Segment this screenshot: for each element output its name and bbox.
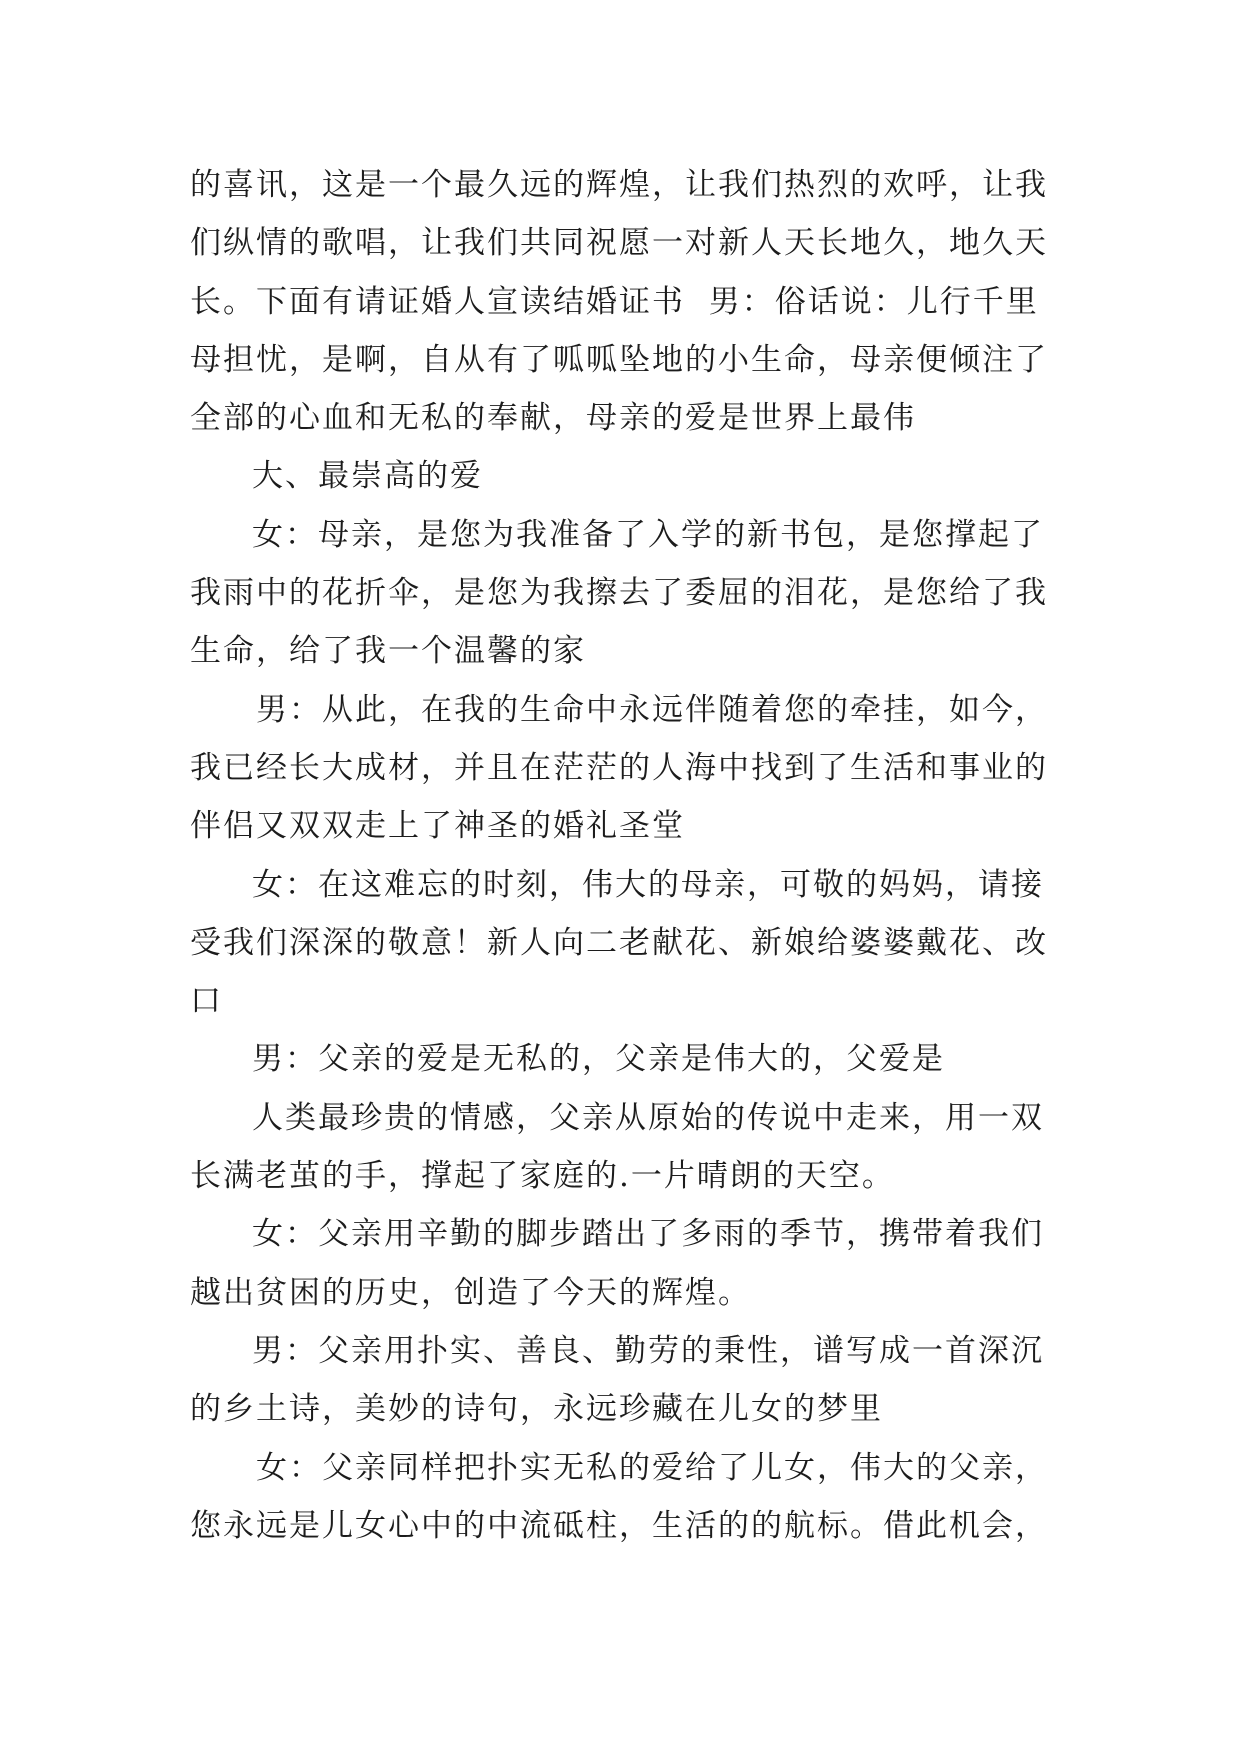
text-line: 女：父亲同样把扑实无私的爱给了儿女，伟大的父亲， [256,1449,1048,1486]
text-line: 长。下面有请证婚人宣读结婚证书 男：俗话说：儿行千里 [190,283,1039,320]
text-line: 男：父亲用扑实、善良、勤劳的秉性，谱写成一首深沉 [252,1332,1044,1369]
text-line: 的喜讯，这是一个最久远的辉煌，让我们热烈的欢呼，让我 [190,167,1048,203]
text-line: 母担忧，是啊，自从有了呱呱坠地的小生命，母亲便倾注了 [190,341,1048,378]
text-line: 女：父亲用辛勤的脚步踏出了多雨的季节，携带着我们 [252,1216,1044,1253]
body-text [190,156,1050,1555]
text-line: 女：在这难忘的时刻，伟大的母亲，可敬的妈妈，请接 [252,866,1044,903]
text-line: 大、最崇高的爱 [252,458,483,495]
text-line: 女：母亲，是您为我准备了入学的新书包，是您撑起了 [252,516,1044,553]
text-line: 我已经长大成材，并且在茫茫的人海中找到了生活和事业的 [190,749,1048,786]
text-line: 越出贫困的历史，创造了今天的辉煌。 [190,1274,751,1311]
text-line: 人类最珍贵的情感，父亲从原始的传说中走来，用一双 [252,1099,1044,1136]
text-line: 全部的心血和无私的奉献，母亲的爱是世界上最伟 [190,400,916,437]
text-line: 口 [190,983,223,1020]
text-line: 伴侣又双双走上了神圣的婚礼圣堂 [190,808,685,845]
text-line: 男：父亲的爱是无私的，父亲是伟大的，父爱是 [252,1041,945,1078]
text-line: 长满老茧的手，撑起了家庭的.一片晴朗的天空。 [190,1158,895,1195]
text-line: 男：从此，在我的生命中永远伴随着您的牵挂，如今， [256,691,1048,728]
text-line: 您永远是儿女心中的中流砥柱，生活的的航标。借此机会， [190,1507,1048,1544]
text-line: 我雨中的花折伞，是您为我擦去了委屈的泪花，是您给了我 [190,575,1048,612]
text-line: 受我们深深的敬意！新人向二老献花、新娘给婆婆戴花、改 [190,924,1048,961]
text-line: 的乡土诗，美妙的诗句，永远珍藏在儿女的梦里 [190,1391,883,1428]
text-line: 们纵情的歌唱，让我们共同祝愿一对新人天长地久，地久天 [190,225,1048,262]
text-line: 生命，给了我一个温馨的家 [190,633,586,670]
